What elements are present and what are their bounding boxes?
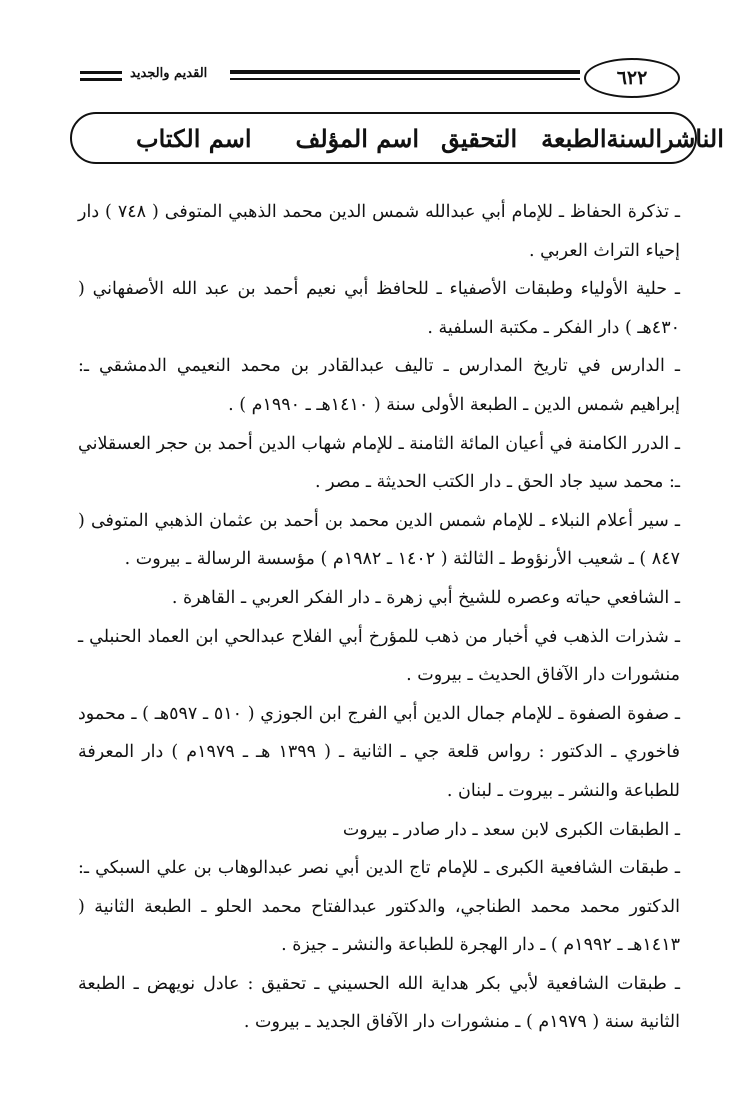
bibliography-entry: ـ تذكرة الحفاظ ـ للإمام أبي عبدالله شمس الدين محمد الذهبي المتوفى ( ٧٤٨ ) دار إحياء التراث العربي .: [78, 202, 681, 261]
column-edition: الطبعة: [541, 123, 607, 153]
column-editor: التحقيق: [441, 123, 518, 153]
column-author: اسم المؤلف: [295, 123, 420, 153]
bibliography-entry: ـ حلية الأولياء وطبقات الأصفياء ـ للحافظ أبي نعيم أحمد بن عبد الله الأصفهاني ( ٤٣٠هـ ) دار الفكر ـ مكتبة السلفية .: [78, 279, 680, 338]
bibliography-list: [78, 193, 698, 1042]
page-header: [80, 58, 680, 100]
bibliography-entry: ـ الدارس في تاريخ المدارس ـ تاليف عبدالقادر بن محمد النعيمي الدمشقي ـ: إبراهيم شمس الدين ـ الطبعة الأولى سنة ( ١٤١٠هـ ـ ١٩٩٠م ) .: [78, 356, 680, 415]
header-rule-left-bottom: [80, 78, 122, 81]
bibliography-entry: ـ الشافعي حياته وعصره للشيخ أبي زهرة ـ دار الفكر العربي ـ القاهرة .: [171, 587, 680, 608]
column-publisher: الناشر: [662, 123, 724, 153]
bibliography-entry: ـ الطبقات الكبرى لابن سعد ـ دار صادر ـ بيروت: [342, 819, 680, 840]
column-year: السنة: [606, 123, 662, 153]
running-title: القديم والجديد: [130, 66, 208, 81]
bibliography-entry: ـ طبقات الشافعية لأبي بكر هداية الله الحسيني ـ تحقيق : عادل نويهض ـ الطبعة الثانية سنة ( ١٩٧٩م ) ـ منشورات دار الآفاق الجديد ـ بيروت .: [78, 973, 680, 1033]
column-header-bar: [70, 112, 724, 164]
page-number: ٦٢٢: [584, 58, 680, 98]
bibliography-entry: ـ سير أعلام النبلاء ـ للإمام شمس الدين محمد بن أحمد بن عثمان الذهبي المتوفى ( ٨٤٧ ) ـ شعيب الأرنؤوط ـ الثالثة ( ١٤٠٢ ـ ١٩٨٢م ) مؤسسة الرسالة ـ بيروت .: [78, 510, 680, 570]
bibliography-entry: ـ شذرات الذهب في أخبار من ذهب للمؤرخ أبي الفلاح عبدالحي ابن العماد الحنبلي ـ منشورات دار الآفاق الحديث ـ بيروت .: [78, 626, 680, 686]
column-book-title: اسم الكتاب: [136, 123, 252, 153]
bibliography-entry: ـ صفوة الصفوة ـ للإمام جمال الدين أبي الفرج ابن الجوزي ( ٥١٠ ـ ٥٩٧هـ ) ـ محمود فاخوري ـ الدكتور : رواس قلعة جي ـ الثانية ـ ( ١٣٩٩ هـ ـ ١٩٧٩م ) دار المعرفة للطباعة والنشر ـ بيروت ـ لبنان .: [78, 703, 680, 801]
header-rule-left-top: [80, 71, 122, 74]
bibliography-entry: ـ الدرر الكامنة في أعيان المائة الثامنة ـ للإمام شهاب الدين أحمد بن حجر العسقلاني ـ: محمد سيد جاد الحق ـ دار الكتب الحديثة ـ مصر .: [78, 433, 680, 493]
header-rule-thick: [230, 70, 580, 74]
header-rule-thin: [230, 78, 580, 80]
bibliography-entry: ـ طبقات الشافعية الكبرى ـ للإمام تاج الدين أبي نصر عبدالوهاب بن علي السبكي ـ: الدكتور محمد محمد الطناجي، والدكتور عبدالفتاح محمد الحلو ـ الطبعة الثانية ( ١٤١٣هـ ـ ١٩٩٢م ) ـ دار الهجرة للطباعة والنشر ـ جيزة .: [78, 858, 680, 956]
